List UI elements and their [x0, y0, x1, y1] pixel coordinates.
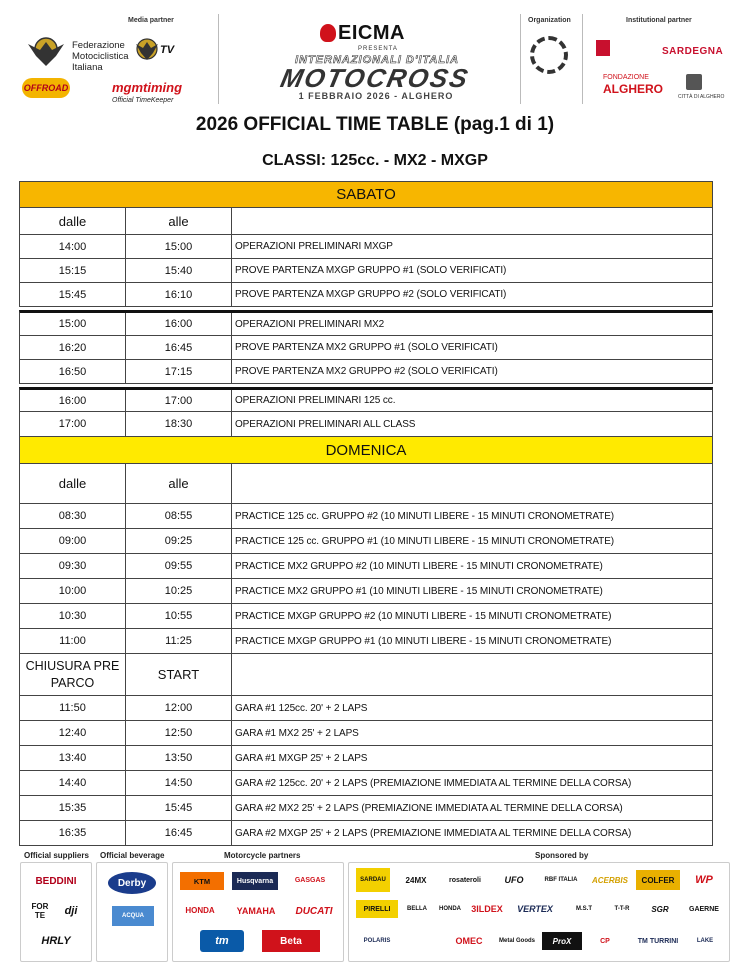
activity: PRACTICE 125 cc. GRUPPO #1 (10 MINUTI LIBERE - 15 MINUTI CRONOMETRATE)	[235, 535, 614, 547]
suppliers-label: Official suppliers	[24, 851, 89, 860]
activity: GARA #2 125cc. 20' + 2 LAPS (PREMIAZIONE IMMEDIATA AL TERMINE DELLA CORSA)	[235, 777, 632, 789]
time-from: 15:00	[20, 313, 126, 335]
event-date: 1 FEBBRAIO 2026 - ALGHERO	[298, 91, 454, 101]
mgm-timing-subtitle: Official TimeKeeper	[112, 97, 174, 104]
chiusura-line1: CHIUSURA PRE	[25, 658, 120, 673]
table-row	[19, 721, 713, 746]
offroad-logo: OFFROAD	[22, 78, 70, 98]
time-from: 12:40	[20, 721, 126, 745]
presenta-label: PRESENTA	[358, 46, 398, 52]
eicma-logo: EICMA	[338, 22, 405, 44]
column-header-row	[19, 208, 713, 235]
sponsor-logo: YAMAHA	[236, 906, 276, 916]
activity: OPERAZIONI PRELIMINARI 125 cc.	[235, 395, 396, 406]
sponsor-logo: GAERNE	[689, 905, 719, 913]
sponsor-logo: HRLY	[41, 935, 71, 947]
sponsor-label: Sponsored by	[535, 851, 589, 860]
classes-subtitle: CLASSI: 125cc. - MX2 - MXGP	[262, 152, 488, 169]
sponsor-footer	[0, 848, 750, 965]
sponsor-logo: M.S.T	[576, 906, 592, 912]
chiusura-line2: PARCO	[50, 675, 95, 690]
activity: GARA #2 MXGP 25' + 2 LAPS (PREMIAZIONE IMMEDIATA AL TERMINE DELLA CORSA)	[235, 827, 632, 839]
column-header-row	[19, 464, 713, 504]
time-to: 11:25	[126, 629, 232, 653]
sponsor-logo: CP	[600, 937, 610, 945]
activity: PROVE PARTENZA MX2 GRUPPO #1 (SOLO VERIFICATI)	[235, 342, 498, 353]
activity: GARA #2 MX2 25' + 2 LAPS (PREMIAZIONE IMMEDIATA AL TERMINE DELLA CORSA)	[235, 802, 623, 814]
beverage-label: Official beverage	[100, 851, 165, 860]
column-header-start: START	[126, 654, 232, 695]
institutional-partner-label: Institutional partner	[626, 17, 692, 24]
organizer-gear-logo-icon	[530, 36, 568, 74]
time-from: 14:40	[20, 771, 126, 795]
sponsor-logo: RBF ITALIA	[544, 877, 578, 883]
fondazione-label: FONDAZIONE	[603, 74, 649, 81]
sponsor-logo: SGR	[651, 904, 669, 914]
time-from: 08:30	[20, 504, 126, 528]
media-partner-label: Media partner	[128, 17, 174, 24]
regione-crest-icon	[596, 40, 610, 56]
time-from: 09:00	[20, 529, 126, 553]
sponsor-logo: KTM	[180, 872, 224, 890]
time-from: 14:00	[20, 235, 126, 258]
table-row	[19, 629, 713, 654]
column-header-from: dalle	[20, 464, 126, 503]
table-row	[19, 554, 713, 579]
time-from: 15:45	[20, 283, 126, 306]
time-from: 16:00	[20, 390, 126, 411]
header-divider	[218, 14, 219, 104]
activity: OPERAZIONI PRELIMINARI ALL CLASS	[235, 418, 416, 430]
sponsor-logo: BELLA	[407, 906, 427, 912]
time-from: 13:40	[20, 746, 126, 770]
sponsor-logo: BEDDINI	[35, 875, 77, 887]
time-to: 10:25	[126, 579, 232, 603]
time-from: 16:50	[20, 360, 126, 383]
time-from: 16:35	[20, 821, 126, 845]
page-title: 2026 OFFICIAL TIME TABLE (pag.1 di 1)	[195, 114, 555, 135]
column-header-to: alle	[126, 208, 232, 234]
table-row	[19, 579, 713, 604]
sardegna-logo: SARDEGNA	[662, 46, 724, 57]
sponsor-logo: 24MX	[405, 875, 427, 885]
sponsor-logo: Husqvarna	[232, 872, 278, 890]
column-header-from: dalle	[20, 208, 126, 234]
time-to: 09:25	[126, 529, 232, 553]
time-to: 12:50	[126, 721, 232, 745]
time-to: 17:00	[126, 390, 232, 411]
day-label: SABATO	[336, 186, 396, 203]
time-to: 12:00	[126, 696, 232, 720]
fmi-eagle-logo-icon	[26, 34, 66, 68]
table-row	[19, 504, 713, 529]
table-row	[19, 259, 713, 283]
sponsor-logo: POLARIS	[363, 938, 391, 944]
activity: GARA #1 MXGP 25' + 2 LAPS	[235, 752, 368, 764]
sponsor-logo: ACERBIS	[591, 875, 628, 885]
activity: PRACTICE MXGP GRUPPO #1 (10 MINUTI LIBERE - 15 MINUTI CRONOMETRATE)	[235, 635, 612, 647]
sponsor-logo: UFO	[504, 875, 524, 885]
column-header-chiusura	[20, 654, 126, 695]
day-label: DOMENICA	[325, 441, 407, 459]
activity: PRACTICE MXGP GRUPPO #2 (10 MINUTI LIBERE - 15 MINUTI CRONOMETRATE)	[235, 610, 612, 622]
activity: OPERAZIONI PRELIMINARI MX2	[235, 318, 385, 330]
sponsor-logo: ProX	[542, 932, 582, 950]
fondazione-alghero-logo: ALGHERO	[603, 82, 663, 96]
time-to: 17:15	[126, 360, 232, 383]
fmi-name: Federazione Motociclistica Italiana	[72, 40, 129, 73]
sponsor-logo: ACQUA	[112, 906, 154, 926]
column-header-activity	[232, 654, 712, 695]
table-row	[19, 310, 713, 336]
table-row	[19, 412, 713, 437]
race-header-row	[19, 654, 713, 696]
table-row	[19, 796, 713, 821]
time-to: 14:50	[126, 771, 232, 795]
event-title-line2: MOTOCROSS	[277, 63, 473, 93]
time-to: 10:55	[126, 604, 232, 628]
activity: PRACTICE MX2 GRUPPO #2 (10 MINUTI LIBERE - 15 MINUTI CRONOMETRATE)	[235, 560, 603, 572]
sponsor-logo: dji	[64, 905, 78, 917]
day-header-sabato	[19, 181, 713, 208]
citta-crest-icon	[686, 74, 702, 90]
page-header	[0, 0, 750, 108]
table-row	[19, 360, 713, 384]
sponsor-logo: FOR TE	[31, 902, 49, 920]
sponsor-logo: DUCATI	[295, 905, 333, 917]
sponsor-logo: rosateroli	[449, 876, 481, 884]
time-to: 15:40	[126, 259, 232, 282]
activity: PROVE PARTENZA MX2 GRUPPO #2 (SOLO VERIFICATI)	[235, 366, 498, 377]
sponsor-logo: TM TURRINI	[637, 937, 679, 945]
event-title-line1: INTERNAZIONALI D'ITALIA	[294, 54, 460, 66]
organization-label: Organization	[528, 17, 571, 24]
table-row	[19, 696, 713, 721]
tv-label: TV	[160, 44, 175, 56]
activity: PRACTICE MX2 GRUPPO #1 (10 MINUTI LIBERE - 15 MINUTI CRONOMETRATE)	[235, 585, 603, 597]
activity: PROVE PARTENZA MXGP GRUPPO #2 (SOLO VERIFICATI)	[235, 289, 507, 300]
sponsor-logo: COLFER	[636, 870, 680, 890]
table-row	[19, 529, 713, 554]
activity: GARA #1 125cc. 20' + 2 LAPS	[235, 702, 368, 714]
day-header-domenica	[19, 437, 713, 464]
citta-alghero-label: CITTÀ DI ALGHERO	[678, 94, 725, 100]
sponsor-logo: HONDA	[185, 905, 215, 915]
table-row	[19, 235, 713, 259]
table-row	[19, 387, 713, 412]
time-to: 16:45	[126, 821, 232, 845]
sponsor-logo: HONDA	[439, 906, 461, 912]
mgm-timing-logo: mgmtiming	[112, 80, 183, 95]
table-row	[19, 336, 713, 360]
eicma-logo-icon	[320, 24, 336, 42]
sponsor-logo: OMEC	[455, 936, 483, 946]
time-to: 13:50	[126, 746, 232, 770]
time-from: 10:00	[20, 579, 126, 603]
sponsor-logo: tm	[200, 930, 244, 952]
header-divider	[520, 14, 521, 104]
time-from: 15:15	[20, 259, 126, 282]
sponsor-logo: WP	[695, 874, 713, 886]
time-from: 09:30	[20, 554, 126, 578]
time-from: 11:00	[20, 629, 126, 653]
sponsor-logo: PIRELLI	[356, 900, 398, 918]
time-from: 15:35	[20, 796, 126, 820]
table-row	[19, 746, 713, 771]
time-to: 09:55	[126, 554, 232, 578]
sponsor-logo: Metal Goods	[498, 938, 535, 944]
sponsor-logo: Beta	[262, 930, 320, 952]
time-to: 08:55	[126, 504, 232, 528]
time-to: 18:30	[126, 412, 232, 436]
time-to: 15:45	[126, 796, 232, 820]
sponsor-logo: Derby	[108, 872, 156, 894]
activity: PROVE PARTENZA MXGP GRUPPO #1 (SOLO VERIFICATI)	[235, 265, 507, 276]
table-row	[19, 283, 713, 307]
time-from: 17:00	[20, 412, 126, 436]
column-header-to: alle	[126, 464, 232, 503]
column-header-activity	[232, 464, 712, 503]
time-to: 15:00	[126, 235, 232, 258]
time-to: 16:00	[126, 313, 232, 335]
sponsor-logo: VERTEX	[517, 904, 553, 914]
time-from: 10:30	[20, 604, 126, 628]
table-row	[19, 821, 713, 846]
sponsor-logo: LAKE	[696, 938, 714, 944]
time-to: 16:45	[126, 336, 232, 359]
time-from: 11:50	[20, 696, 126, 720]
table-row	[19, 771, 713, 796]
sponsor-logo: T-T-R	[614, 906, 630, 912]
sponsor-logo: SARDAU	[356, 868, 390, 892]
header-divider	[582, 14, 583, 104]
time-from: 16:20	[20, 336, 126, 359]
activity: GARA #1 MX2 25' + 2 LAPS	[235, 727, 359, 739]
sponsor-logo: 3ILDEX	[471, 904, 503, 914]
sponsor-logo: GASGAS	[294, 876, 326, 884]
activity: PRACTICE 125 cc. GRUPPO #2 (10 MINUTI LIBERE - 15 MINUTI CRONOMETRATE)	[235, 510, 614, 522]
column-header-activity	[232, 208, 712, 234]
moto-label: Motorcycle partners	[224, 851, 301, 860]
time-to: 16:10	[126, 283, 232, 306]
activity: OPERAZIONI PRELIMINARI MXGP	[235, 241, 393, 252]
table-row	[19, 604, 713, 629]
